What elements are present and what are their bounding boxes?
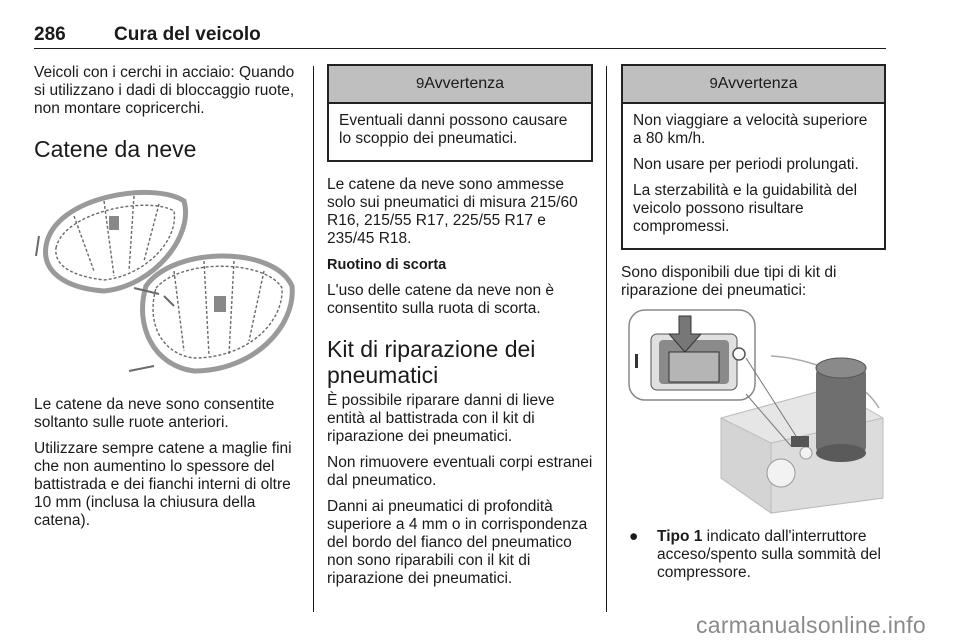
chains-front-paragraph: Le catene da neve sono consentite soltanto sulle ruote anteriori. <box>34 396 275 431</box>
page-header <box>34 22 886 49</box>
list-item-text <box>657 528 886 582</box>
chains-fine-link-paragraph: Utilizzare sempre catene a maglie fini che non aumentino lo spessore del battistrada e dei fianchi interni di oltre 10 mm (inclusa la chiusura della catena). <box>34 440 292 529</box>
foreign-bodies-paragraph: Non rimuovere eventuali corpi estranei dal pneumatico. <box>327 454 593 489</box>
warning-box-2 <box>621 64 886 250</box>
page-number: 286 <box>34 24 66 45</box>
type-1-description: indicato dall'interruttore acceso/spento sulla sommità del compressore. <box>657 528 882 581</box>
warning-icon: 9 <box>415 75 425 92</box>
column-2 <box>327 64 593 596</box>
spare-wheel-paragraph: L'uso delle catene da neve non è consentito sulla ruota di scorta. <box>327 282 555 317</box>
bullet-icon: ● <box>629 528 639 545</box>
column-3 <box>621 64 886 582</box>
repair-kit-heading: Kit di riparazione dei pneumatici <box>327 336 536 388</box>
warning-box-1 <box>327 64 593 162</box>
kit-types-paragraph: Sono disponibili due tipi di kit di riparazione dei pneumatici: <box>621 264 837 299</box>
column-divider <box>606 66 607 612</box>
snow-chains-heading: Catene da neve <box>34 136 197 162</box>
snow-chains-illustration <box>34 176 296 384</box>
type-1-label: Tipo 1 <box>657 528 703 545</box>
warning-header <box>623 66 884 104</box>
chains-sizes-paragraph: Le catene da neve sono ammesse solo sui pneumatici di misura 215/60 R16, 215/55 R17, 225/55 R17 e 235/45 R18. <box>327 176 578 247</box>
warning-header <box>329 66 591 104</box>
damage-depth-paragraph: Danni ai pneumatici di profondità superiore a 4 mm o in corrispondenza del bordo del fianco del pneumatico non sono riparabili con il kit di riparazione dei pneumatici. <box>327 498 588 587</box>
watermark: carmanualsonline.info <box>695 612 926 638</box>
repair-kit-paragraph: È possibile riparare danni di lieve entità al battistrada con il kit di riparazione dei pneumatici. <box>327 392 555 445</box>
column-divider <box>313 66 314 612</box>
warning-handling-text: La sterzabilità e la guidabilità del veicolo possono risultare compromessi. <box>633 182 858 235</box>
warning-text: Eventuali danni possono causare lo scoppio dei pneumatici. <box>339 112 568 147</box>
warning-icon: 9 <box>709 75 718 92</box>
list-item <box>621 528 886 582</box>
warning-duration-text: Non usare per periodi prolungati. <box>633 156 859 173</box>
compressor-illustration <box>621 308 885 516</box>
warning-speed-text: Non viaggiare a velocità superiore a 80 km/h. <box>633 112 868 147</box>
section-title: Cura del veicolo <box>114 24 261 45</box>
warning-title: Avvertenza <box>717 75 798 92</box>
intro-paragraph: Veicoli con i cerchi in acciaio: Quando si utilizzano i dadi di bloccaggio ruote, non montare copricerchi. <box>34 64 295 117</box>
spare-wheel-subheading: Ruotino di scorta <box>327 257 447 273</box>
column-1 <box>34 64 300 538</box>
warning-title: Avvertenza <box>424 75 505 92</box>
